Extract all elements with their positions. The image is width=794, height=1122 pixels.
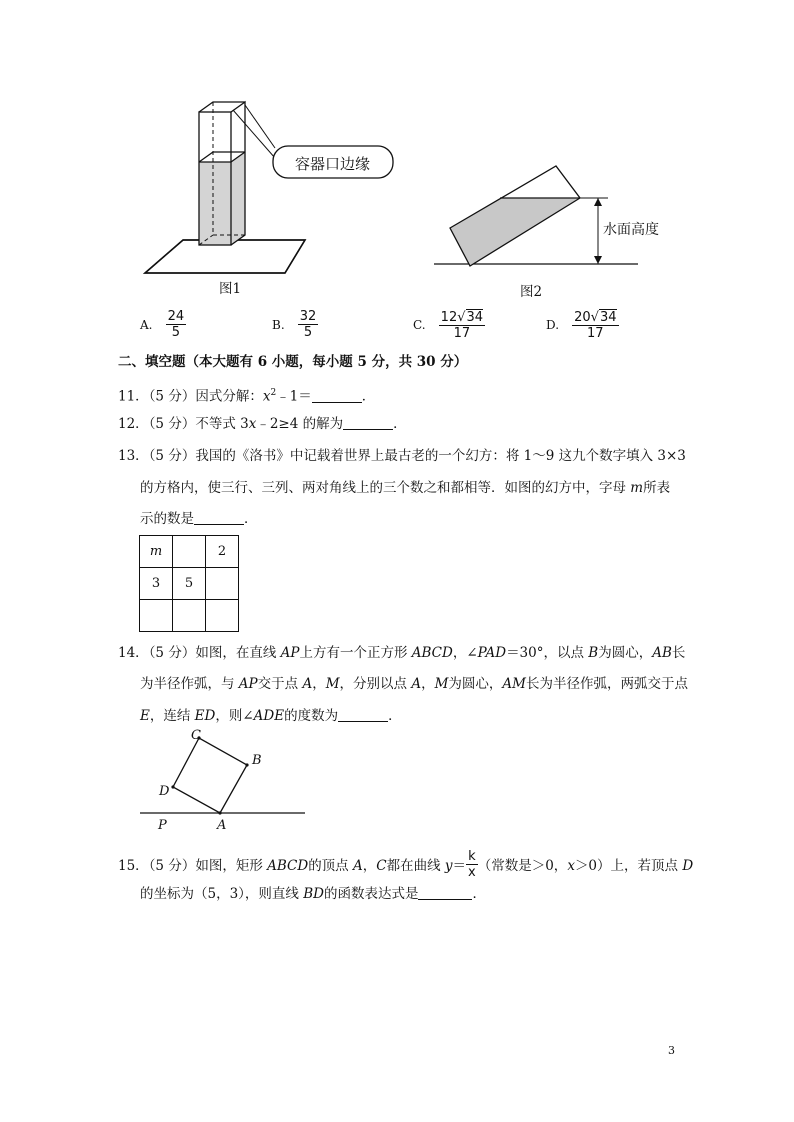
question-13-line-2: 的方格内，使三行、三列、两对角线上的三个数之和都相等．如图的幻方中，字母 m所表 [140, 480, 671, 496]
option-a[interactable]: A. $\frac{24}{5}$ [140, 309, 185, 340]
grid-cell [206, 568, 239, 600]
square-abcd [173, 738, 247, 813]
page-number: 3 [668, 1044, 675, 1057]
option-d[interactable]: D. $\frac{20√34}{17}$ [546, 310, 617, 341]
grid-cell: 3 [140, 568, 173, 600]
figure-1 [135, 95, 405, 295]
fig1-caption: 图1 [219, 281, 242, 297]
section-2-title: 二、填空题（本大题有 6 小题，每小题 5 分，共 30 分） [118, 354, 468, 370]
water-fill-tilted [450, 198, 580, 266]
grid-cell: 2 [206, 536, 239, 568]
grid-cell [173, 600, 206, 632]
question-14-line-3: E，连结 ED，则∠ADE的度数为 ． [140, 708, 402, 724]
question-14-line-1: 14．（5 分）如图，在直线 AP上方有一个正方形 ABCD，∠PAD＝30°，以点 B为圆心，AB长 [118, 645, 686, 661]
fig2-height-label: 水面高度 [603, 222, 659, 238]
point-label-p: P [158, 818, 167, 833]
question-15-line-2: 的坐标为（5，3），则直线 BD的函数表达式是 ． [140, 886, 486, 902]
grid-cell: 5 [173, 568, 206, 600]
fig2-caption: 图2 [520, 284, 543, 300]
question-14-line-2: 为半径作弧，与 AP交于点 A，M，分别以点 A，M为圆心，AM长为半径作弧，两弧交于点 [140, 676, 688, 692]
magic-square-grid [139, 535, 239, 632]
point-label-c: C [191, 728, 201, 743]
question-13-line-3: 示的数是 ． [140, 511, 258, 527]
point-label-d: D [159, 784, 170, 799]
answer-blank-13[interactable] [194, 510, 244, 525]
grid-cell: m [140, 536, 173, 568]
grid-cell [140, 600, 173, 632]
fig1-callout-text: 容器口边缘 [295, 155, 371, 173]
answer-blank-15[interactable] [418, 885, 472, 900]
water-fill [199, 152, 245, 245]
option-c[interactable]: C. $\frac{12√34}{17}$ [413, 310, 484, 341]
question-12: 12．（5 分）不等式 3x﹣2≥4 的解为 ． [118, 416, 407, 432]
grid-cell [206, 600, 239, 632]
question-15-line-1: 15．（5 分）如图，矩形 ABCD的顶点 A，C都在曲线 y＝ $\frac{k}{x}$ （常数是＞0，x＞0）上，若顶点 D [118, 849, 694, 880]
answer-blank-11[interactable] [312, 388, 362, 403]
figure-2 [430, 160, 650, 275]
option-b[interactable]: B. $\frac{32}{5}$ [272, 309, 317, 340]
grid-cell [173, 536, 206, 568]
question-11: 11．（5 分）因式分解：$x^2﹣1=$ ． [118, 388, 376, 405]
point-label-b: B [252, 753, 262, 768]
answer-blank-14[interactable] [338, 707, 388, 722]
question-13-line-1: 13．（5 分）我国的《洛书》中记载着世界上最古老的一个幻方：将 1～9 这九个数字填入 3×3 [118, 448, 686, 464]
point-label-a: A [217, 818, 227, 833]
answer-blank-12[interactable] [343, 415, 393, 430]
